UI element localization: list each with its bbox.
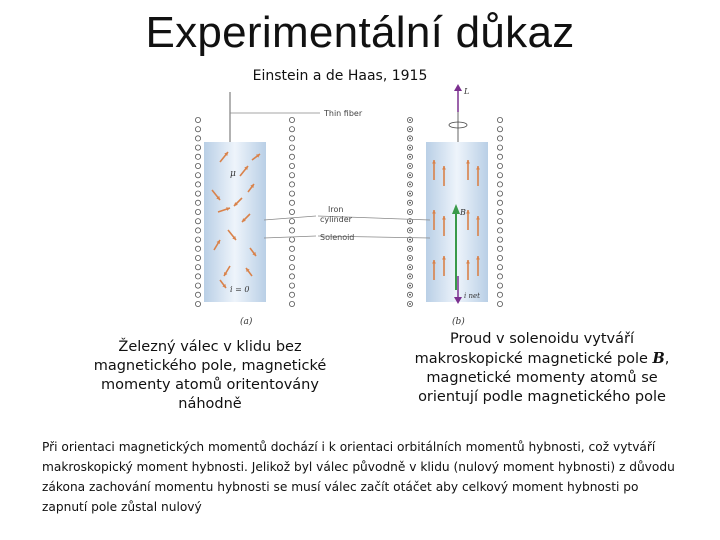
- solenoid-coil-dot-icon: [409, 220, 411, 222]
- solenoid-coil-icon: [195, 255, 200, 260]
- solenoid-coil-icon: [289, 209, 294, 214]
- caption-right-part1: Proud v solenoidu vytváří makroskopické magnetické pole: [414, 331, 653, 367]
- label-iron: Iron: [328, 205, 344, 214]
- solenoid-coil-dot-icon: [409, 165, 411, 167]
- solenoid-coil-icon: [289, 228, 294, 233]
- caption-left: Železný válec v klidu bez magnetického pole, magnetické momenty atomů oritentovány náhodně: [93, 339, 327, 412]
- solenoid-coil-dot-icon: [409, 266, 411, 268]
- solenoid-coil-icon: [289, 219, 294, 224]
- solenoid-coil-dot-icon: [409, 202, 411, 204]
- solenoid-coil-icon: [497, 200, 502, 205]
- solenoid-coil-icon: [195, 163, 200, 168]
- solenoid-coil-icon: [289, 127, 294, 132]
- solenoid-coil-icon: [497, 182, 502, 187]
- solenoid-coil-icon: [195, 228, 200, 233]
- solenoid-coil-icon: [195, 274, 200, 279]
- solenoid-coil-icon: [195, 200, 200, 205]
- solenoid-coil-icon: [289, 255, 294, 260]
- label-b-field: B: [460, 208, 466, 217]
- label-b: (b): [452, 317, 465, 327]
- label-solenoid: Solenoid: [320, 233, 355, 242]
- solenoid-coil-icon: [195, 117, 200, 122]
- body-paragraph: Při orientaci magnetických momentů dochází i k orientaci orbitálních momentů hybnosti, což vytváří makroskopický moment hybnosti. Jelikož byl válec původně v klidu (nulový moment hybnosti) z důvodu zákona zachování momentu hybnosti se musí válec začít otáčet aby celkový moment hybnosti po zapnutí pole zůstal nulový: [42, 440, 675, 514]
- iron-cylinder-a: [204, 142, 266, 302]
- solenoid-coil-icon: [497, 265, 502, 270]
- solenoid-coil-dot-icon: [409, 128, 411, 130]
- solenoid-coil-icon: [289, 301, 294, 306]
- solenoid-coil-dot-icon: [409, 119, 411, 121]
- solenoid-coil-icon: [289, 237, 294, 242]
- solenoid-b-left: [407, 117, 412, 306]
- caption-right-b: B: [652, 350, 665, 367]
- solenoid-coil-dot-icon: [409, 257, 411, 259]
- solenoid-coil-icon: [195, 136, 200, 141]
- solenoid-coil-icon: [497, 283, 502, 288]
- solenoid-coil-icon: [289, 163, 294, 168]
- label-i-zero: i = 0: [230, 285, 250, 294]
- solenoid-coil-dot-icon: [409, 239, 411, 241]
- label-a: (a): [240, 317, 253, 327]
- slide-title: Experimentální důkaz: [145, 8, 575, 57]
- label-mu: μ: [230, 169, 236, 179]
- solenoid-coil-dot-icon: [409, 184, 411, 186]
- solenoid-coil-icon: [195, 292, 200, 297]
- solenoid-coil-icon: [497, 246, 502, 251]
- solenoid-coil-icon: [497, 274, 502, 279]
- solenoid-coil-icon: [289, 173, 294, 178]
- label-i-net: i net: [464, 292, 480, 300]
- solenoid-coil-dot-icon: [409, 285, 411, 287]
- solenoid-coil-icon: [195, 265, 200, 270]
- solenoid-coil-dot-icon: [409, 156, 411, 158]
- solenoid-coil-icon: [195, 237, 200, 242]
- solenoid-coil-icon: [497, 173, 502, 178]
- solenoid-coil-dot-icon: [409, 294, 411, 296]
- solenoid-coil-icon: [289, 182, 294, 187]
- solenoid-coil-icon: [289, 136, 294, 141]
- solenoid-coil-dot-icon: [409, 230, 411, 232]
- solenoid-coil-icon: [497, 228, 502, 233]
- solenoid-coil-icon: [497, 127, 502, 132]
- solenoid-coil-dot-icon: [409, 211, 411, 213]
- solenoid-coil-icon: [497, 145, 502, 150]
- solenoid-coil-icon: [289, 191, 294, 196]
- solenoid-a-left: [195, 117, 200, 306]
- solenoid-coil-icon: [289, 246, 294, 251]
- solenoid-coil-icon: [497, 292, 502, 297]
- caption-right-part2: , magnetické momenty atomů se orientují podle magnetického pole: [418, 351, 670, 405]
- einstein-de-haas-figure: [190, 80, 530, 330]
- solenoid-coil-icon: [195, 246, 200, 251]
- solenoid-coil-icon: [289, 200, 294, 205]
- solenoid-coil-icon: [497, 237, 502, 242]
- solenoid-coil-icon: [195, 219, 200, 224]
- solenoid-coil-icon: [195, 173, 200, 178]
- caption-right: [408, 330, 676, 407]
- solenoid-coil-icon: [289, 274, 294, 279]
- solenoid-coil-icon: [195, 283, 200, 288]
- solenoid-coil-dot-icon: [409, 193, 411, 195]
- solenoid-coil-icon: [497, 154, 502, 159]
- solenoid-coil-icon: [195, 191, 200, 196]
- solenoid-coil-dot-icon: [409, 303, 411, 305]
- solenoid-coil-icon: [497, 255, 502, 260]
- solenoid-coil-icon: [195, 127, 200, 132]
- solenoid-coil-icon: [195, 182, 200, 187]
- solenoid-coil-icon: [195, 301, 200, 306]
- solenoid-coil-icon: [497, 136, 502, 141]
- solenoid-coil-icon: [289, 117, 294, 122]
- solenoid-coil-icon: [289, 292, 294, 297]
- solenoid-coil-dot-icon: [409, 138, 411, 140]
- solenoid-coil-dot-icon: [409, 276, 411, 278]
- solenoid-coil-icon: [289, 154, 294, 159]
- solenoid-coil-icon: [195, 145, 200, 150]
- solenoid-coil-icon: [497, 117, 502, 122]
- label-cylinder: cylinder: [320, 215, 352, 224]
- solenoid-coil-icon: [289, 283, 294, 288]
- solenoid-coil-icon: [195, 209, 200, 214]
- label-l-top: L: [464, 87, 470, 96]
- label-thin-fiber: Thin fiber: [324, 109, 363, 118]
- figure-subtitle: Einstein a de Haas, 1915: [252, 68, 428, 84]
- solenoid-coil-icon: [497, 191, 502, 196]
- solenoid-coil-icon: [497, 219, 502, 224]
- solenoid-coil-icon: [497, 209, 502, 214]
- solenoid-b-right: [497, 117, 502, 306]
- solenoid-coil-icon: [497, 163, 502, 168]
- solenoid-coil-dot-icon: [409, 248, 411, 250]
- solenoid-coil-icon: [497, 301, 502, 306]
- solenoid-coil-dot-icon: [409, 147, 411, 149]
- solenoid-coil-dot-icon: [409, 174, 411, 176]
- solenoid-coil-icon: [289, 265, 294, 270]
- solenoid-coil-icon: [195, 154, 200, 159]
- solenoid-coil-icon: [289, 145, 294, 150]
- solenoid-a-right: [289, 117, 294, 306]
